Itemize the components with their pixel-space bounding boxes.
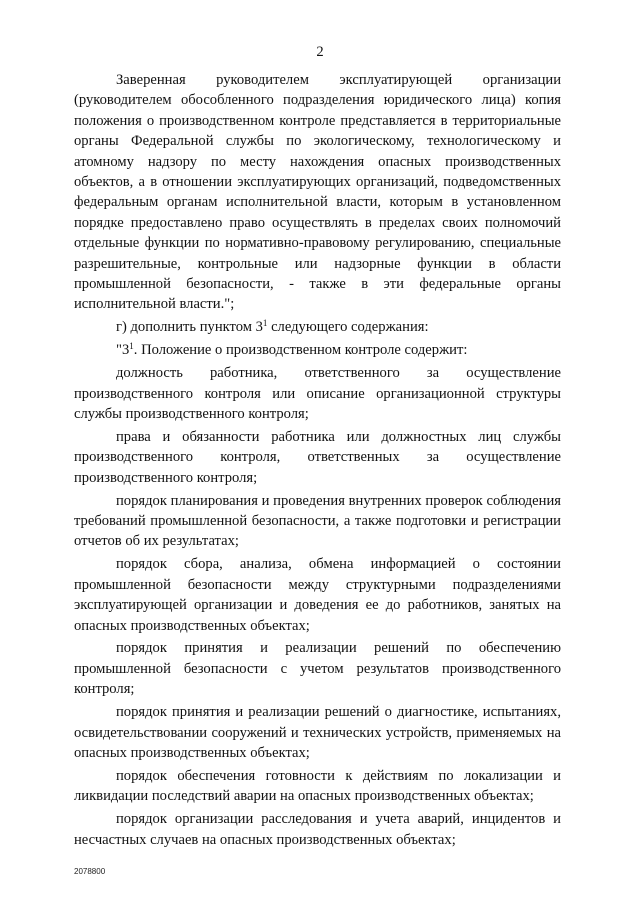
paragraph-accident-investigation: порядок организации расследования и учета аварий, инцидентов и несчастных случаев на опасных производственных объектах; — [74, 811, 561, 848]
item-g-text-end: следующего содержания: — [267, 319, 429, 336]
paragraph-item-g — [74, 317, 561, 337]
paragraph-certified-copy: Заверенная руководителем эксплуатирующей организации (руководителем обособленного подразделения юридического лица) копия положения о производственном контроле представляется в территориальные органы Федеральной службы по экологическому, технологическому и атомному надзору по месту нахождения опасных производственных объектов, а в отношении эксплуатирующих организаций, подведомственных федеральным органам исполнительной власти, которым в установленном порядке предоставлено право осуществлять в пределах своих полномочий отдельные функции по нормативно-правовому регулированию, специальные разрешительные, контрольные или надзорные функции в области промышленной безопасности, - также в эти федеральные органы исполнительной власти."; — [74, 72, 561, 313]
item-3-1-text: "3 — [116, 342, 130, 359]
page-number: 2 — [316, 44, 324, 60]
paragraph-diagnostics-decisions: порядок принятия и реализации решений о диагностике, испытаниях, освидетельствовании сооружений и технических устройств, применяемых на опасных производственных объектах; — [74, 704, 561, 761]
paragraph-information-exchange: порядок сбора, анализа, обмена информацией о состоянии промышленной безопасности между структурными подразделениями эксплуатирующей организации и доведения ее до работников, занятых на опасных производственных объектах; — [74, 556, 561, 634]
paragraph-accident-readiness: порядок обеспечения готовности к действиям по локализации и ликвидации последствий аварии на опасных производственных объектах; — [74, 767, 561, 805]
item-3-1-text-end: . Положение о производственном контроле содержит: — [133, 342, 468, 359]
document-code: 2078800 — [74, 867, 106, 876]
paragraph-item-3-1 — [74, 340, 561, 360]
paragraph-safety-decisions: порядок принятия и реализации решений по обеспечению промышленной безопасности с учетом результатов производственного контроля; — [74, 640, 561, 698]
item-g-text: г) дополнить пунктом 3 — [116, 319, 263, 336]
item-3-1-superscript: 1 — [129, 341, 134, 352]
document-body — [74, 70, 561, 853]
paragraph-rights-duties: права и обязанности работника или должностных лиц службы производственного контроля, ответственных за осуществление производственного контроля; — [74, 428, 561, 486]
item-g-superscript: 1 — [262, 318, 268, 329]
paragraph-inspection-planning: порядок планирования и проведения внутренних проверок соблюдения требований промышленной безопасности, а также подготовки и регистрации отчетов об их результатах; — [74, 492, 561, 550]
paragraph-responsible-position: должность работника, ответственного за осуществление производственного контроля или описание организационной структуры службы производственного контроля; — [74, 365, 561, 422]
